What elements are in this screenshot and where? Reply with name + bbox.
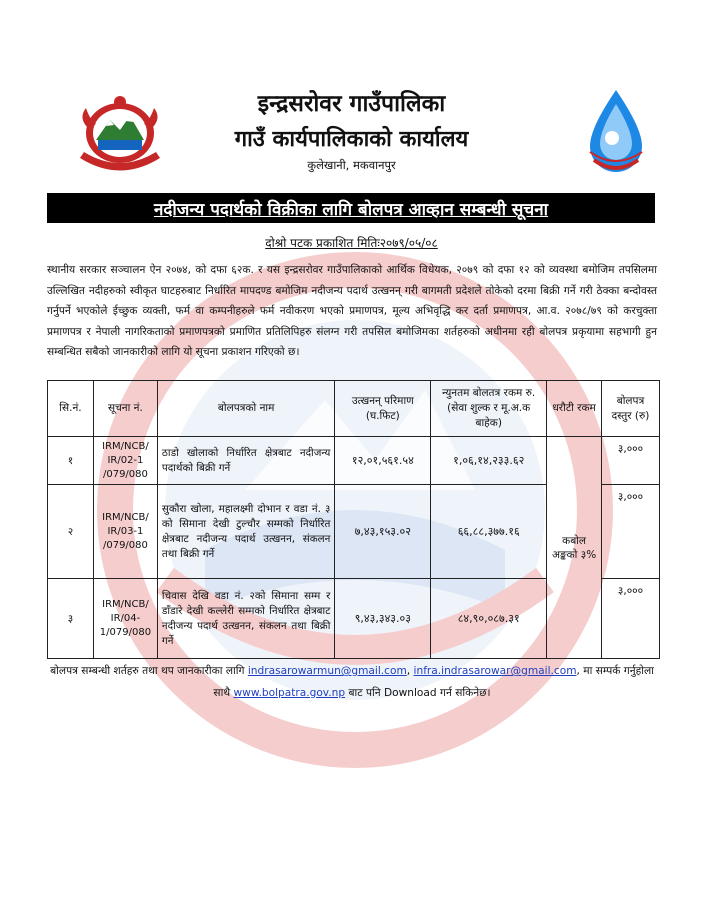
header-notice-no: सूचना नं. xyxy=(93,381,157,437)
row-fee: ३,००० xyxy=(602,485,660,579)
header-fee: बोलपत्र दस्तुर (रु) xyxy=(602,381,660,437)
row-notice-no: IRM/NCB/ IR/03-1 /079/080 xyxy=(93,485,157,579)
row-notice-no: IRM/NCB/ IR/02-1 /079/080 xyxy=(93,437,157,485)
row-min-amount: १,०६,१४,२३३.६२ xyxy=(431,437,547,485)
notice-title-banner xyxy=(47,193,655,223)
row-sn: २ xyxy=(48,485,94,579)
municipality-name: इन्द्रसरोवर गाउँपालिका xyxy=(257,90,446,117)
row-sn: ३ xyxy=(48,579,94,659)
contact-footer xyxy=(47,660,657,704)
row-tender-name: ठाडो खोलाको निर्धारित क्षेत्रबाट नदीजन्य पदार्थको बिक्री गर्ने xyxy=(157,437,334,485)
email-link-2[interactable]: infra.indrasarowar@gmail.com xyxy=(413,665,577,677)
footer-text-end: बाट पनि Download गर्न सकिनेछ। xyxy=(348,687,491,699)
header-min-amount: न्युनतम बोलतत्र रकम रु.(सेवा शुल्क र मू.अ.क बाहेक) xyxy=(431,381,547,437)
deposit-cell: कबोल अङ्कको ३% xyxy=(547,437,602,659)
row-tender-name: सुकौरा खोला, महालक्ष्मी दोभान र वडा नं. ३ को सिमाना देखी टुल्चौर सम्मको निर्धारित क्षेत्रबाट नदीजन्य पदार्थ उत्खनन, संकलन तथा बिक्री गर्ने xyxy=(157,485,334,579)
office-name: गाउँ कार्यपालिकाको कार्यालय xyxy=(234,126,469,152)
row-min-amount: ६६,८८,३७७.१६ xyxy=(431,485,547,579)
notice-title: नदीजन्य पदार्थको विक्रीका लागि बोलपत्र आव्हान सम्बन्धी सूचना xyxy=(153,199,549,220)
row-fee: ३,००० xyxy=(602,579,660,659)
header-sn: सि.नं. xyxy=(48,381,94,437)
row-tender-name: चिवास देखि वडा नं. २को सिमाना सम्म र डाँडारे देखी कल्लेरी सम्मको निर्धारित क्षेत्रबाट नदीजन्य पदार्थ उत्खनन, संकलन तथा बिक्री गर्ने xyxy=(157,579,334,659)
row-quantity: १२,०१,५६१.५४ xyxy=(335,437,431,485)
header-deposit: धरौटी रकम xyxy=(547,381,602,437)
row-quantity: ९,४३,३४३.०३ xyxy=(335,579,431,659)
footer-text-after-emails: , मा सम्पर्क गर्नुहोला साथै xyxy=(213,665,654,699)
office-address: कुलेखानी, मकवानपुर xyxy=(307,158,396,172)
footer-text-before: बोलपत्र सम्बन्धी शर्तहरु तथा थप जानकारीका लागि xyxy=(50,665,245,677)
intro-paragraph: स्थानीय सरकार सञ्चालन ऐन २०७४, को दफा ६२क. र यस इन्द्रसरोवर गाउँपालिकाको आर्थिक विधेयक, २०७९ को दफा १२ को व्यवस्था बमोजिम तपसिलमा उल्लिखित नदीहरुको स्वीकृत घाटहरुबाट निर्धारित मापदण्ड बमोजिम नदीजन्य पदार्थ उत्खनन् गरी बागमती प्रदेशले तोकेको दरमा बिक्री गर्ने गरी ठेक्का बन्दोवस्त गर्नुपर्ने भएकोले ईच्छुक व्यक्ती, फर्म वा कम्पनीहरुले फर्म नवीकरण भएको प्रमाणपत्र, मूल्य अभिवृद्धि कर दर्ता प्रमाणपत्र, आ.व. २०७८/७९ को करचुक्ता प्रमाणपत्र र नेपाली नागरिकताको प्रमाणपत्रको प्रमाणित प्रतिलिपिहरु संलग्न गरी तपसिल बमोजिमका शर्तहरुको अधीनमा रही बोलपत्र प्रकृयामा सहभागी हुन सम्बन्धित सबैको जानकारीको लागि यो सूचना प्रकाशन गरिएको छ। xyxy=(47,264,657,359)
header-quantity: उत्खनन् परिमाण (घ.फिट) xyxy=(335,381,431,437)
row-min-amount: ८४,९०,०८७.३१ xyxy=(431,579,547,659)
row-quantity: ७,४३,१५३.०२ xyxy=(335,485,431,579)
table-row xyxy=(48,437,660,485)
row-sn: १ xyxy=(48,437,94,485)
email-link-1[interactable]: indrasarowarmun@gmail.com xyxy=(247,665,407,677)
tender-table xyxy=(47,380,660,659)
header-tender-name: बोलपत्रको नाम xyxy=(157,381,334,437)
footer-separator: , xyxy=(406,665,411,677)
website-link[interactable]: www.bolpatra.gov.np xyxy=(233,687,346,699)
table-header-row xyxy=(48,381,660,437)
publication-date: दोश्रो पटक प्रकाशित मितिः२०७९/०५/०८ xyxy=(265,236,438,250)
row-fee: ३,००० xyxy=(602,437,660,485)
row-notice-no: IRM/NCB/ IR/04- 1/079/080 xyxy=(93,579,157,659)
